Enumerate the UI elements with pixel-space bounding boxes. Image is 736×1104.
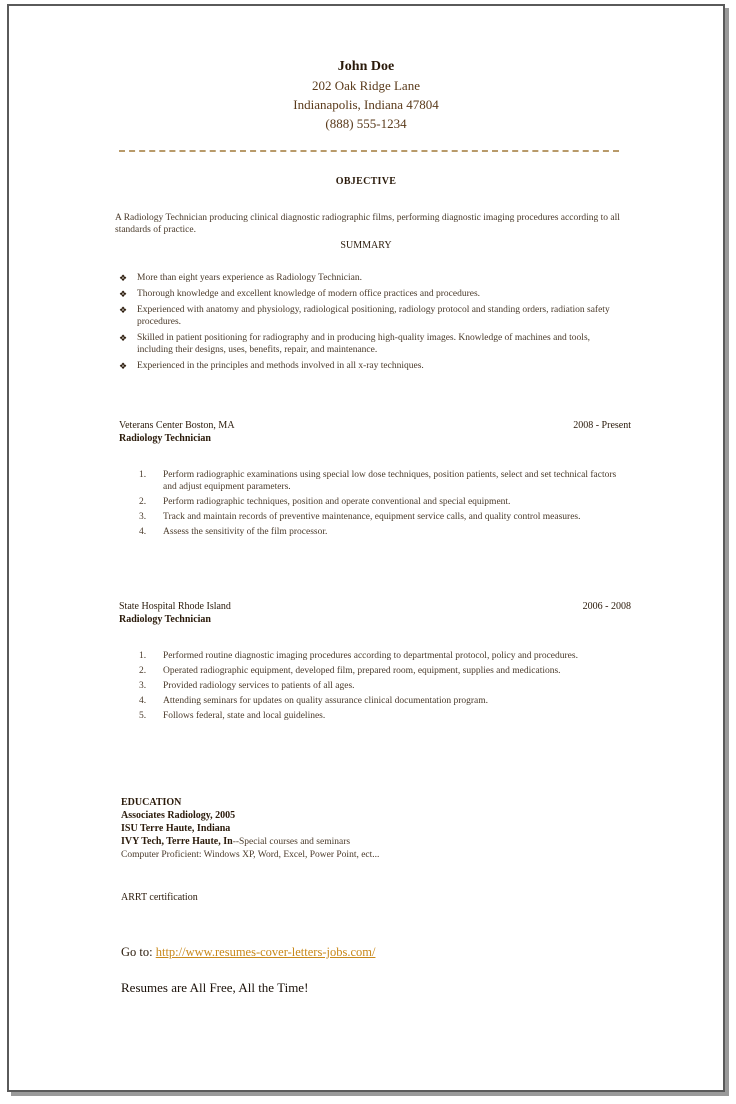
tagline: Resumes are All Free, All the Time! <box>121 980 309 995</box>
phone-number: (888) 555-1234 <box>325 116 407 131</box>
list-item <box>139 710 631 722</box>
job-header-row <box>119 600 631 613</box>
website-link[interactable]: http://www.resumes-cover-letters-jobs.com/ <box>155 945 376 959</box>
item-number: 4. <box>139 696 147 706</box>
summary-item-text: Thorough knowledge and excellent knowledge of modern office practices and procedures. <box>137 289 481 299</box>
summary-item-text: Experienced with anatomy and physiology, radiological positioning, radiology protocol and standing orders, radiation safety procedures. <box>137 305 610 327</box>
list-item <box>117 288 622 300</box>
item-number: 2. <box>139 666 147 676</box>
item-number: 1. <box>139 470 147 480</box>
list-item <box>117 272 622 284</box>
certification: ARRT certification <box>121 892 198 903</box>
duty-text: Perform radiographic techniques, position and operate conventional and special equipment. <box>163 497 511 507</box>
summary-item-text: Experienced in the principles and methods involved in all x-ray techniques. <box>137 361 424 371</box>
item-number: 5. <box>139 711 147 721</box>
employer: Veterans Center Boston, MA <box>119 420 235 431</box>
job-entry <box>119 419 631 446</box>
degree: Associates Radiology, 2005 <box>121 810 236 821</box>
list-item <box>139 650 631 662</box>
summary-item-text: More than eight years experience as Radiology Technician. <box>137 273 362 283</box>
applicant-name: John Doe <box>337 59 395 74</box>
job-title: Radiology Technician <box>119 614 211 625</box>
diamond-bullet-icon: ❖ <box>119 289 128 299</box>
ivy-tech-detail: --Special courses and seminars <box>232 837 351 847</box>
duty-text: Operated radiographic equipment, developed film, prepared room, equipment, supplies and medications. <box>163 666 561 676</box>
list-item <box>139 695 631 707</box>
employer: State Hospital Rhode Island <box>119 601 231 612</box>
contact-header <box>9 58 723 133</box>
duty-text: Provided radiology services to patients of all ages. <box>163 681 355 691</box>
ivy-tech-name: IVY Tech, Terre Haute, In <box>121 836 233 847</box>
list-item <box>139 496 631 508</box>
diamond-bullet-icon: ❖ <box>119 333 128 343</box>
list-item <box>139 680 631 692</box>
duty-text: Follows federal, state and local guidelines. <box>163 711 326 721</box>
job-title: Radiology Technician <box>119 433 211 444</box>
job-entry <box>119 600 631 627</box>
objective-heading: OBJECTIVE <box>335 176 397 187</box>
list-item <box>139 469 631 493</box>
header-divider <box>119 144 619 152</box>
duty-text: Attending seminars for updates on quality assurance clinical documentation program. <box>163 696 489 706</box>
list-item <box>117 304 622 328</box>
goto-line <box>121 945 375 960</box>
job-dates: 2006 - 2008 <box>582 601 631 612</box>
diamond-bullet-icon: ❖ <box>119 361 128 371</box>
education-heading: EDUCATION <box>121 797 182 808</box>
list-item <box>117 332 622 356</box>
duty-text: Perform radiographic examinations using special low dose techniques, position patients, select and set technical factors and adjust equipment parameters. <box>163 470 617 492</box>
job-duties-list <box>139 650 631 725</box>
address-line-2: Indianapolis, Indiana 47804 <box>293 97 439 112</box>
school: ISU Terre Haute, Indiana <box>121 823 231 834</box>
resume-page <box>7 4 725 1092</box>
job-dates: 2008 - Present <box>573 420 631 431</box>
duty-text: Track and maintain records of preventive maintenance, equipment service calls, and quality control measures. <box>163 512 581 522</box>
duty-text: Assess the sensitivity of the film processor. <box>163 527 328 537</box>
ivy-tech-line <box>121 835 621 849</box>
list-item <box>117 360 622 372</box>
list-item <box>139 665 631 677</box>
diamond-bullet-icon: ❖ <box>119 305 128 315</box>
education-section <box>121 796 621 862</box>
item-number: 1. <box>139 651 147 661</box>
goto-label: Go to: <box>121 945 153 959</box>
objective-text: A Radiology Technician producing clinical diagnostic radiographic films, performing diagnostic imaging procedures according to all standards of practice. <box>115 213 620 235</box>
item-number: 4. <box>139 527 147 537</box>
duty-text: Performed routine diagnostic imaging procedures according to departmental protocol, policy and procedures. <box>163 651 578 661</box>
item-number: 3. <box>139 681 147 691</box>
summary-list <box>117 272 622 376</box>
job-duties-list <box>139 469 631 541</box>
list-item <box>139 526 631 538</box>
list-item <box>139 511 631 523</box>
job-header-row <box>119 419 631 432</box>
summary-heading: SUMMARY <box>340 240 392 251</box>
diamond-bullet-icon: ❖ <box>119 273 128 283</box>
address-line-1: 202 Oak Ridge Lane <box>312 78 420 93</box>
computer-skills: Computer Proficient: Windows XP, Word, Excel, Power Point, ect... <box>121 850 380 860</box>
item-number: 2. <box>139 497 147 507</box>
summary-item-text: Skilled in patient positioning for radiography and in producing high-quality images. Knowledge of machines and tools, including their designs, uses, benefits, repair, and maintenance. <box>137 333 591 355</box>
item-number: 3. <box>139 512 147 522</box>
